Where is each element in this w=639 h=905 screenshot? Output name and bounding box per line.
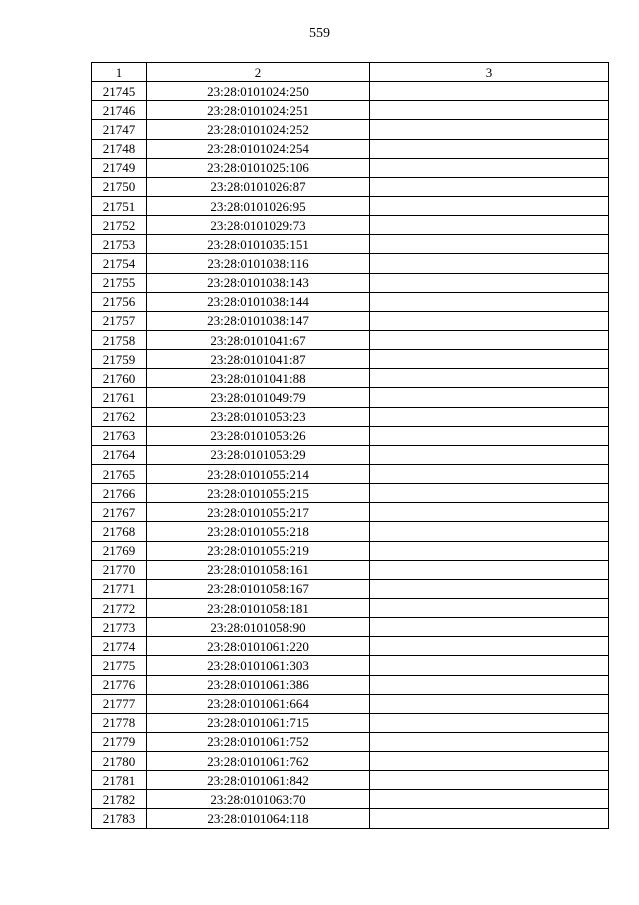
table-row: [92, 464, 609, 483]
note-cell: [370, 235, 609, 254]
row-number-cell: 21758: [92, 330, 147, 349]
row-number-cell: 21776: [92, 675, 147, 694]
table-row: [92, 598, 609, 617]
page-number: 559: [309, 26, 330, 41]
table-row: [92, 694, 609, 713]
cadastral-number-cell: 23:28:0101038:143: [147, 273, 370, 292]
row-number-cell: 21783: [92, 809, 147, 828]
note-cell: [370, 407, 609, 426]
row-number-cell: 21768: [92, 522, 147, 541]
table-row: [92, 579, 609, 598]
row-number-cell: 21767: [92, 503, 147, 522]
note-cell: [370, 484, 609, 503]
row-number-cell: 21755: [92, 273, 147, 292]
row-number-cell: 21774: [92, 637, 147, 656]
note-cell: [370, 445, 609, 464]
cadastral-number-cell: 23:28:0101038:116: [147, 254, 370, 273]
note-cell: [370, 809, 609, 828]
table-row: [92, 656, 609, 675]
cadastral-number-cell: 23:28:0101055:217: [147, 503, 370, 522]
note-cell: [370, 675, 609, 694]
table-row: [92, 254, 609, 273]
column-header-1: 1: [92, 63, 147, 82]
cadastral-number-cell: 23:28:0101038:144: [147, 292, 370, 311]
row-number-cell: 21751: [92, 196, 147, 215]
row-number-cell: 21780: [92, 752, 147, 771]
table-row: [92, 771, 609, 790]
note-cell: [370, 771, 609, 790]
table-row: [92, 196, 609, 215]
row-number-cell: 21772: [92, 598, 147, 617]
cadastral-number-cell: 23:28:0101058:167: [147, 579, 370, 598]
table-row: [92, 426, 609, 445]
cadastral-number-cell: 23:28:0101025:106: [147, 158, 370, 177]
table-row: [92, 158, 609, 177]
cadastral-number-cell: 23:28:0101024:252: [147, 120, 370, 139]
note-cell: [370, 637, 609, 656]
row-number-cell: 21749: [92, 158, 147, 177]
cadastral-number-cell: 23:28:0101041:87: [147, 350, 370, 369]
note-cell: [370, 598, 609, 617]
row-number-cell: 21766: [92, 484, 147, 503]
cadastral-number-cell: 23:28:0101058:90: [147, 618, 370, 637]
row-number-cell: 21773: [92, 618, 147, 637]
row-number-cell: 21757: [92, 311, 147, 330]
note-cell: [370, 388, 609, 407]
note-cell: [370, 350, 609, 369]
table-row: [92, 790, 609, 809]
row-number-cell: 21748: [92, 139, 147, 158]
cadastral-number-cell: 23:28:0101035:151: [147, 235, 370, 254]
row-number-cell: 21765: [92, 464, 147, 483]
table-row: [92, 503, 609, 522]
note-cell: [370, 369, 609, 388]
note-cell: [370, 273, 609, 292]
row-number-cell: 21762: [92, 407, 147, 426]
note-cell: [370, 560, 609, 579]
table-header-row: [92, 63, 609, 82]
note-cell: [370, 541, 609, 560]
table-row: [92, 311, 609, 330]
cadastral-number-cell: 23:28:0101055:219: [147, 541, 370, 560]
table-row: [92, 541, 609, 560]
table-row: [92, 732, 609, 751]
note-cell: [370, 330, 609, 349]
table-row: [92, 330, 609, 349]
cadastral-number-cell: 23:28:0101061:715: [147, 713, 370, 732]
note-cell: [370, 158, 609, 177]
row-number-cell: 21769: [92, 541, 147, 560]
table-row: [92, 484, 609, 503]
cadastral-number-cell: 23:28:0101061:752: [147, 732, 370, 751]
table-row: [92, 675, 609, 694]
note-cell: [370, 254, 609, 273]
cadastral-number-cell: 23:28:0101061:386: [147, 675, 370, 694]
table-row: [92, 82, 609, 101]
cadastral-number-cell: 23:28:0101026:95: [147, 196, 370, 215]
table-row: [92, 350, 609, 369]
row-number-cell: 21752: [92, 216, 147, 235]
table-row: [92, 101, 609, 120]
note-cell: [370, 82, 609, 101]
cadastral-number-cell: 23:28:0101055:218: [147, 522, 370, 541]
cadastral-number-cell: 23:28:0101029:73: [147, 216, 370, 235]
cadastral-number-cell: 23:28:0101024:254: [147, 139, 370, 158]
cadastral-number-cell: 23:28:0101053:29: [147, 445, 370, 464]
row-number-cell: 21746: [92, 101, 147, 120]
cadastral-number-cell: 23:28:0101026:87: [147, 177, 370, 196]
table-row: [92, 522, 609, 541]
note-cell: [370, 216, 609, 235]
note-cell: [370, 522, 609, 541]
row-number-cell: 21764: [92, 445, 147, 464]
table-row: [92, 139, 609, 158]
cadastral-number-cell: 23:28:0101055:215: [147, 484, 370, 503]
note-cell: [370, 177, 609, 196]
cadastral-number-cell: 23:28:0101061:220: [147, 637, 370, 656]
row-number-cell: 21753: [92, 235, 147, 254]
cadastral-number-cell: 23:28:0101061:842: [147, 771, 370, 790]
row-number-cell: 21760: [92, 369, 147, 388]
cadastral-number-cell: 23:28:0101024:251: [147, 101, 370, 120]
note-cell: [370, 139, 609, 158]
table-row: [92, 637, 609, 656]
row-number-cell: 21771: [92, 579, 147, 598]
note-cell: [370, 292, 609, 311]
column-header-3: 3: [370, 63, 609, 82]
note-cell: [370, 196, 609, 215]
cadastral-number-cell: 23:28:0101061:762: [147, 752, 370, 771]
row-number-cell: 21770: [92, 560, 147, 579]
note-cell: [370, 426, 609, 445]
note-cell: [370, 579, 609, 598]
note-cell: [370, 790, 609, 809]
row-number-cell: 21779: [92, 732, 147, 751]
row-number-cell: 21778: [92, 713, 147, 732]
column-header-2: 2: [147, 63, 370, 82]
cadastral-number-cell: 23:28:0101061:303: [147, 656, 370, 675]
note-cell: [370, 464, 609, 483]
note-cell: [370, 713, 609, 732]
cadastral-number-cell: 23:28:0101058:181: [147, 598, 370, 617]
row-number-cell: 21759: [92, 350, 147, 369]
table-body: [92, 82, 609, 828]
note-cell: [370, 120, 609, 139]
table-row: [92, 560, 609, 579]
row-number-cell: 21750: [92, 177, 147, 196]
table-row: [92, 235, 609, 254]
row-number-cell: 21754: [92, 254, 147, 273]
table-row: [92, 216, 609, 235]
note-cell: [370, 618, 609, 637]
row-number-cell: 21775: [92, 656, 147, 675]
table-row: [92, 618, 609, 637]
cadastral-number-cell: 23:28:0101061:664: [147, 694, 370, 713]
cadastral-number-cell: 23:28:0101024:250: [147, 82, 370, 101]
cadastral-number-cell: 23:28:0101053:26: [147, 426, 370, 445]
row-number-cell: 21782: [92, 790, 147, 809]
cadastral-number-cell: 23:28:0101041:88: [147, 369, 370, 388]
row-number-cell: 21756: [92, 292, 147, 311]
note-cell: [370, 101, 609, 120]
table-row: [92, 292, 609, 311]
row-number-cell: 21781: [92, 771, 147, 790]
row-number-cell: 21745: [92, 82, 147, 101]
note-cell: [370, 732, 609, 751]
cadastral-number-cell: 23:28:0101058:161: [147, 560, 370, 579]
note-cell: [370, 503, 609, 522]
cadastral-number-cell: 23:28:0101064:118: [147, 809, 370, 828]
table-row: [92, 809, 609, 828]
cadastral-number-cell: 23:28:0101053:23: [147, 407, 370, 426]
table-row: [92, 445, 609, 464]
note-cell: [370, 656, 609, 675]
cadastral-number-cell: 23:28:0101041:67: [147, 330, 370, 349]
cadastral-number-cell: 23:28:0101055:214: [147, 464, 370, 483]
cadastral-number-cell: 23:28:0101063:70: [147, 790, 370, 809]
row-number-cell: 21777: [92, 694, 147, 713]
registry-table: [91, 62, 609, 829]
table-row: [92, 713, 609, 732]
table-row: [92, 369, 609, 388]
table-row: [92, 407, 609, 426]
table-row: [92, 177, 609, 196]
note-cell: [370, 694, 609, 713]
table-row: [92, 120, 609, 139]
row-number-cell: 21761: [92, 388, 147, 407]
cadastral-number-cell: 23:28:0101049:79: [147, 388, 370, 407]
note-cell: [370, 752, 609, 771]
row-number-cell: 21763: [92, 426, 147, 445]
row-number-cell: 21747: [92, 120, 147, 139]
cadastral-number-cell: 23:28:0101038:147: [147, 311, 370, 330]
table-row: [92, 273, 609, 292]
table-row: [92, 388, 609, 407]
table-row: [92, 752, 609, 771]
note-cell: [370, 311, 609, 330]
